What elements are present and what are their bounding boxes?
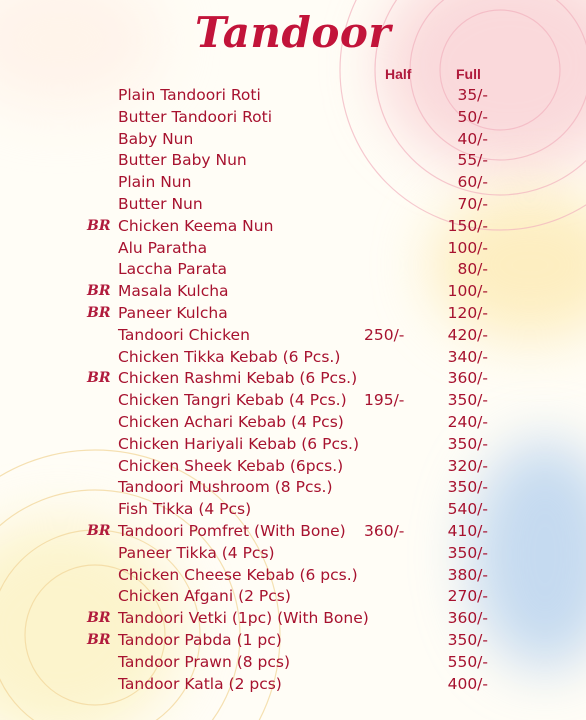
full-price: 100/- xyxy=(447,238,488,257)
full-price: 380/- xyxy=(447,565,488,584)
item-name: Tandoor Katla (2 pcs) xyxy=(118,674,282,693)
full-price: 360/- xyxy=(447,609,488,628)
menu-item xyxy=(0,238,586,260)
full-price: 35/- xyxy=(457,86,488,104)
item-name: Plain Nun xyxy=(118,173,192,192)
item-name: Chicken Keema Nun xyxy=(118,216,274,235)
item-name: Chicken Tikka Kebab (6 Pcs.) xyxy=(118,347,341,366)
half-price: 250/- xyxy=(364,325,405,344)
menu-item xyxy=(0,303,586,325)
full-price: 420/- xyxy=(447,325,488,344)
item-name: Alu Paratha xyxy=(118,238,208,257)
full-price: 270/- xyxy=(447,587,488,606)
item-name: Butter Baby Nun xyxy=(118,151,247,170)
menu-item xyxy=(0,368,586,390)
item-name: Chicken Achari Kebab (4 Pcs) xyxy=(118,412,344,431)
menu-item xyxy=(0,477,586,499)
menu-item xyxy=(0,172,586,194)
full-price: 410/- xyxy=(447,521,488,540)
menu-item xyxy=(0,456,586,478)
menu-item xyxy=(0,521,586,543)
menu-item xyxy=(0,630,586,652)
menu-item xyxy=(0,499,586,521)
menu-item xyxy=(0,347,586,369)
badge-label: BR xyxy=(87,631,111,648)
badge-label: BR xyxy=(87,304,111,321)
item-name: Tandoori Chicken xyxy=(118,325,250,344)
item-name: Tandoori Mushroom (8 Pcs.) xyxy=(118,478,333,497)
menu-item xyxy=(0,216,586,238)
full-price: 550/- xyxy=(447,652,488,671)
item-name: Tandoori Vetki (1pc) (With Bone) xyxy=(118,609,369,628)
full-price: 360/- xyxy=(447,369,488,388)
menu-item xyxy=(0,586,586,608)
item-name: Laccha Parata xyxy=(118,260,228,279)
full-price: 320/- xyxy=(447,456,488,475)
full-price: 350/- xyxy=(447,630,488,649)
full-price: 100/- xyxy=(447,282,488,301)
item-name: Tandoor Prawn (8 pcs) xyxy=(118,652,291,671)
item-name: Chicken Sheek Kebab (6pcs.) xyxy=(118,456,344,475)
menu-item xyxy=(0,652,586,674)
full-price: 60/- xyxy=(457,173,488,192)
full-price: 120/- xyxy=(447,303,488,322)
menu-item xyxy=(0,608,586,630)
badge-label: BR xyxy=(87,370,111,387)
item-name: Tandoor Pabda (1 pc) xyxy=(118,630,282,649)
item-name: Tandoori Pomfret (With Bone) xyxy=(118,521,346,540)
item-name: Fish Tikka (4 Pcs) xyxy=(118,500,252,519)
full-price: 540/- xyxy=(447,500,488,519)
item-name: Paneer Tikka (4 Pcs) xyxy=(118,543,275,562)
menu-item xyxy=(0,674,586,696)
full-price: 55/- xyxy=(457,151,488,170)
full-price: 80/- xyxy=(457,260,488,279)
full-price: 350/- xyxy=(447,478,488,497)
item-name: Baby Nun xyxy=(118,129,194,148)
menu-item xyxy=(0,281,586,303)
full-price: 350/- xyxy=(447,434,488,453)
menu-item xyxy=(0,543,586,565)
item-name: Chicken Rashmi Kebab (6 Pcs.) xyxy=(118,369,358,388)
column-header-half: Half xyxy=(385,66,412,82)
item-name: Plain Tandoori Roti xyxy=(118,86,261,104)
item-name: Chicken Afgani (2 Pcs) xyxy=(118,587,291,606)
menu-item xyxy=(0,259,586,281)
menu-item xyxy=(0,390,586,412)
badge-label: BR xyxy=(87,283,111,300)
menu-item xyxy=(0,129,586,151)
full-price: 340/- xyxy=(447,347,488,366)
full-price: 400/- xyxy=(447,674,488,693)
item-name: Chicken Tangri Kebab (4 Pcs.) xyxy=(118,391,347,410)
menu-item xyxy=(0,434,586,456)
full-price: 240/- xyxy=(447,412,488,431)
badge-label: BR xyxy=(87,217,111,234)
item-name: Chicken Hariyali Kebab (6 Pcs.) xyxy=(118,434,360,453)
menu-item xyxy=(0,85,586,107)
page-title: Tandoor xyxy=(194,8,391,57)
half-price: 195/- xyxy=(364,391,405,410)
menu-item xyxy=(0,194,586,216)
menu-item xyxy=(0,150,586,172)
full-price: 50/- xyxy=(457,107,488,126)
menu-item xyxy=(0,412,586,434)
half-price: 360/- xyxy=(364,521,405,540)
item-name: Chicken Cheese Kebab (6 pcs.) xyxy=(118,565,358,584)
item-name: Butter Nun xyxy=(118,194,203,213)
item-name: Masala Kulcha xyxy=(118,282,229,301)
full-price: 350/- xyxy=(447,391,488,410)
full-price: 150/- xyxy=(447,216,488,235)
menu-item xyxy=(0,325,586,347)
full-price: 70/- xyxy=(457,194,488,213)
full-price: 350/- xyxy=(447,543,488,562)
badge-label: BR xyxy=(87,610,111,627)
menu-item xyxy=(0,565,586,587)
menu-list xyxy=(0,85,586,695)
item-name: Butter Tandoori Roti xyxy=(118,107,273,126)
full-price: 40/- xyxy=(457,129,488,148)
menu-item xyxy=(0,107,586,129)
item-name: Paneer Kulcha xyxy=(118,303,228,322)
badge-label: BR xyxy=(87,522,111,539)
column-header-full: Full xyxy=(456,66,481,82)
